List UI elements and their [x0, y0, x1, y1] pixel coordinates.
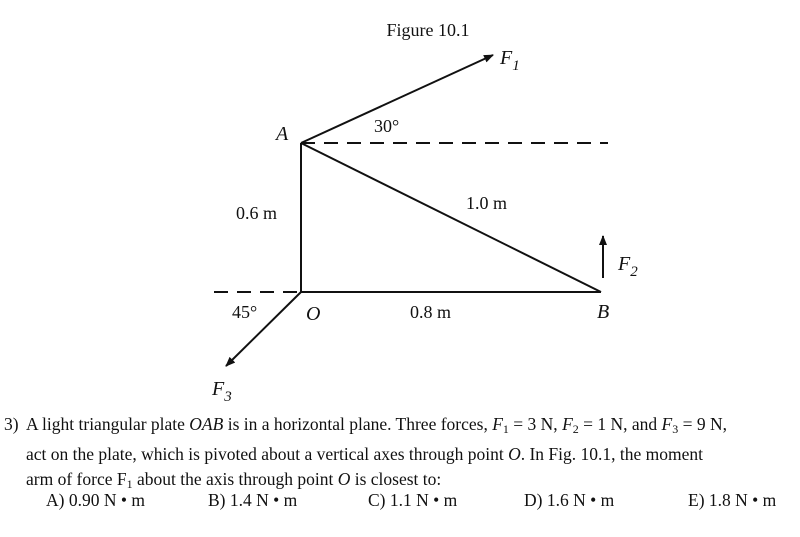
point-symbol: O [508, 444, 521, 464]
question-text-segment: is closest to: [350, 469, 442, 489]
question-line-2 [4, 442, 796, 467]
force-symbol: F [562, 414, 573, 434]
question-text-segment: . In Fig. 10.1, the moment [520, 444, 704, 464]
answer-choice-e[interactable]: E) 1.8 N • m [688, 490, 777, 510]
force-subscript: 1 [126, 477, 133, 491]
side-ab-length: 1.0 m [466, 193, 508, 213]
question-text-segment: act on the plate, which is pivoted about a vertical axes through point [26, 444, 509, 464]
plate-name: OAB [189, 414, 224, 434]
force-symbol: F [661, 414, 673, 434]
force-symbol: F [492, 414, 503, 434]
angle-30-label: 30° [374, 116, 400, 136]
question-line-1 [4, 412, 796, 442]
force-subscript: 3 [672, 422, 679, 436]
answer-choice-d[interactable]: D) 1.6 N • m [524, 490, 615, 510]
force-subscript: 1 [502, 422, 509, 436]
question-text-segment: arm of force F [26, 469, 127, 489]
question-text-segment: about the axis through point [132, 469, 338, 489]
force-f3-label: $F_3$ [212, 378, 232, 405]
force-subscript: 2 [572, 422, 579, 436]
question-text-segment: is in a horizontal plane. Three forces, [223, 414, 493, 434]
side-oa-length: 0.6 m [236, 203, 278, 223]
angle-45-label: 45° [232, 302, 258, 322]
point-a-label: A [276, 123, 289, 145]
side-ob-length: 0.8 m [410, 302, 452, 322]
force-f1-label: $F_1$ [500, 47, 520, 74]
force-value: = 1 N, and [578, 414, 662, 434]
question-text [4, 412, 796, 497]
figure-caption: Figure 10.1 [386, 20, 470, 40]
force-f2-label: $F_2$ [618, 253, 638, 280]
question-text-segment: A light triangular plate [26, 414, 190, 434]
force-value: = 9 N, [678, 414, 728, 434]
side-ab-line [301, 143, 601, 292]
point-b-label: B [597, 301, 610, 323]
point-symbol: O [337, 469, 351, 489]
answer-choices [46, 490, 796, 516]
answer-choice-b[interactable]: B) 1.4 N • m [208, 490, 298, 510]
answer-choice-c[interactable]: C) 1.1 N • m [368, 490, 458, 510]
question-number: 3) [4, 414, 19, 434]
point-o-label: O [306, 303, 321, 325]
answer-choice-a[interactable]: A) 0.90 N • m [46, 490, 145, 510]
force-value: = 3 N, [508, 414, 563, 434]
